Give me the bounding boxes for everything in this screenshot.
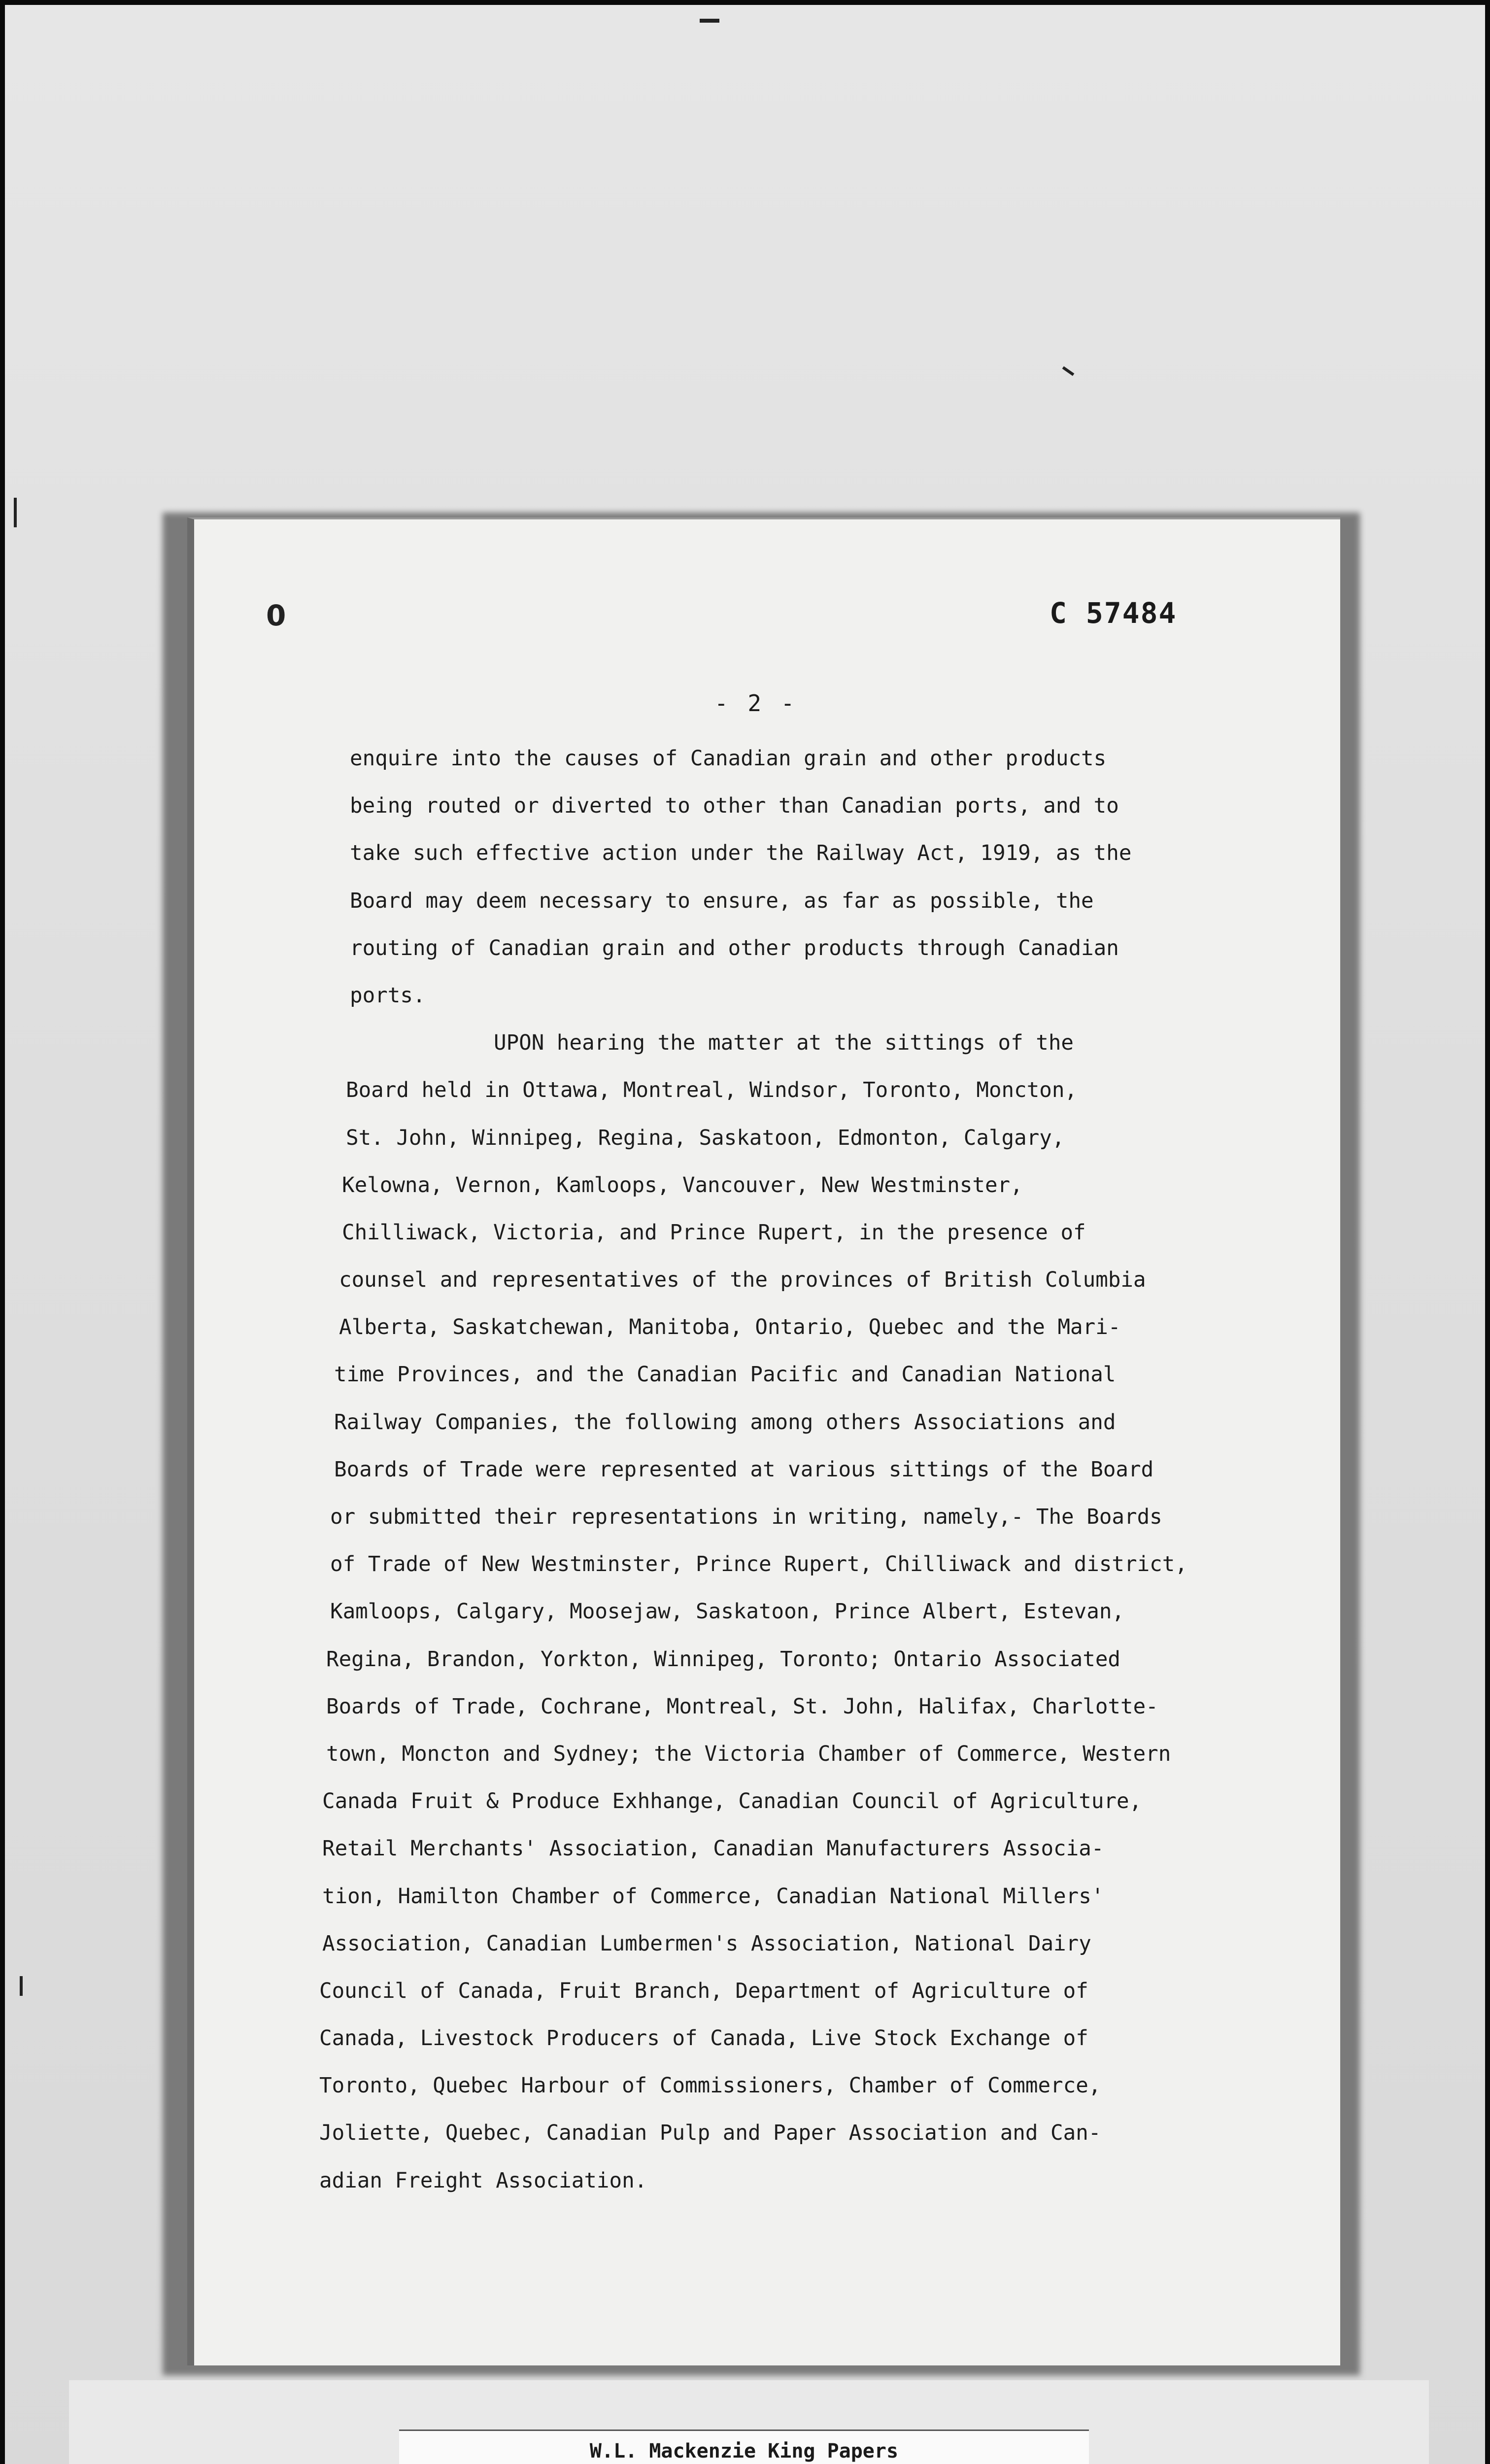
text-line: Canada, Livestock Producers of Canada, Live Stock Exchange of (319, 2026, 1088, 2051)
text-line: counsel and representatives of the provinces of British Columbia (339, 1268, 1146, 1293)
text-line: routing of Canadian grain and other products through Canadian (350, 936, 1119, 960)
page-number: - 2 - (714, 690, 798, 717)
text-line: Regina, Brandon, Yorkton, Winnipeg, Toronto; Ontario Associated (326, 1647, 1120, 1672)
text-line: Board may deem necessary to ensure, as far as possible, the (350, 889, 1094, 913)
text-line: time Provinces, and the Canadian Pacific and Canadian National (334, 1363, 1116, 1387)
text-line: enquire into the causes of Canadian grain and other products (350, 747, 1107, 771)
text-line: St. John, Winnipeg, Regina, Saskatoon, Edmonton, Calgary, (346, 1126, 1065, 1150)
text-line: Council of Canada, Fruit Branch, Department of Agriculture of (319, 1979, 1088, 2003)
text-line: tion, Hamilton Chamber of Commerce, Canadian National Millers' (322, 1884, 1104, 1909)
text-line: being routed or diverted to other than Canadian ports, and to (350, 794, 1119, 819)
corner-mark: 0 (266, 599, 286, 632)
text-line: Boards of Trade, Cochrane, Montreal, St. John, Halifax, Charlotte- (326, 1694, 1158, 1719)
text-line: Retail Merchants' Association, Canadian Manufacturers Associa- (322, 1837, 1104, 1861)
film-scratch (700, 19, 719, 23)
text-line: ports. (350, 983, 426, 1008)
collection-name: W.L. Mackenzie King Papers (589, 2440, 899, 2463)
collection-label (399, 2430, 1089, 2464)
text-line: Joliette, Quebec, Canadian Pulp and Paper Association and Can- (319, 2121, 1101, 2146)
text-line: Alberta, Saskatchewan, Manitoba, Ontario, Quebec and the Mari- (339, 1315, 1121, 1340)
text-line: adian Freight Association. (319, 2168, 647, 2193)
document-number: C 57484 (1050, 596, 1177, 630)
text-line: Board held in Ottawa, Montreal, Windsor, Toronto, Moncton, (346, 1078, 1078, 1103)
text-line: Chilliwack, Victoria, and Prince Rupert, in the presence of (342, 1220, 1086, 1245)
text-line: Canada Fruit & Produce Exhhange, Canadian Council of Agriculture, (322, 1789, 1142, 1814)
text-line: Railway Companies, the following among others Associations and (334, 1410, 1116, 1435)
text-line: Toronto, Quebec Harbour of Commissioners, Chamber of Commerce, (319, 2074, 1101, 2098)
film-scratch (14, 498, 17, 527)
text-line: Kelowna, Vernon, Kamloops, Vancouver, New Westminster, (342, 1173, 1023, 1198)
text-line: Boards of Trade were represented at various sittings of the Board (334, 1457, 1154, 1482)
text-line: or submitted their representations in writing, namely,- The Boards (330, 1505, 1162, 1529)
text-line: UPON hearing the matter at the sittings of the (494, 1031, 1074, 1056)
body-text (319, 735, 1311, 2205)
text-line: of Trade of New Westminster, Prince Rupert, Chilliwack and district, (330, 1552, 1187, 1577)
text-line: town, Moncton and Sydney; the Victoria Chamber of Commerce, Western (326, 1742, 1171, 1766)
text-line: Association, Canadian Lumbermen's Association, National Dairy (322, 1931, 1091, 1956)
text-line: take such effective action under the Railway Act, 1919, as the (350, 841, 1132, 866)
film-scratch (20, 1976, 23, 1996)
text-line: Kamloops, Calgary, Moosejaw, Saskatoon, Prince Albert, Estevan, (330, 1600, 1124, 1624)
